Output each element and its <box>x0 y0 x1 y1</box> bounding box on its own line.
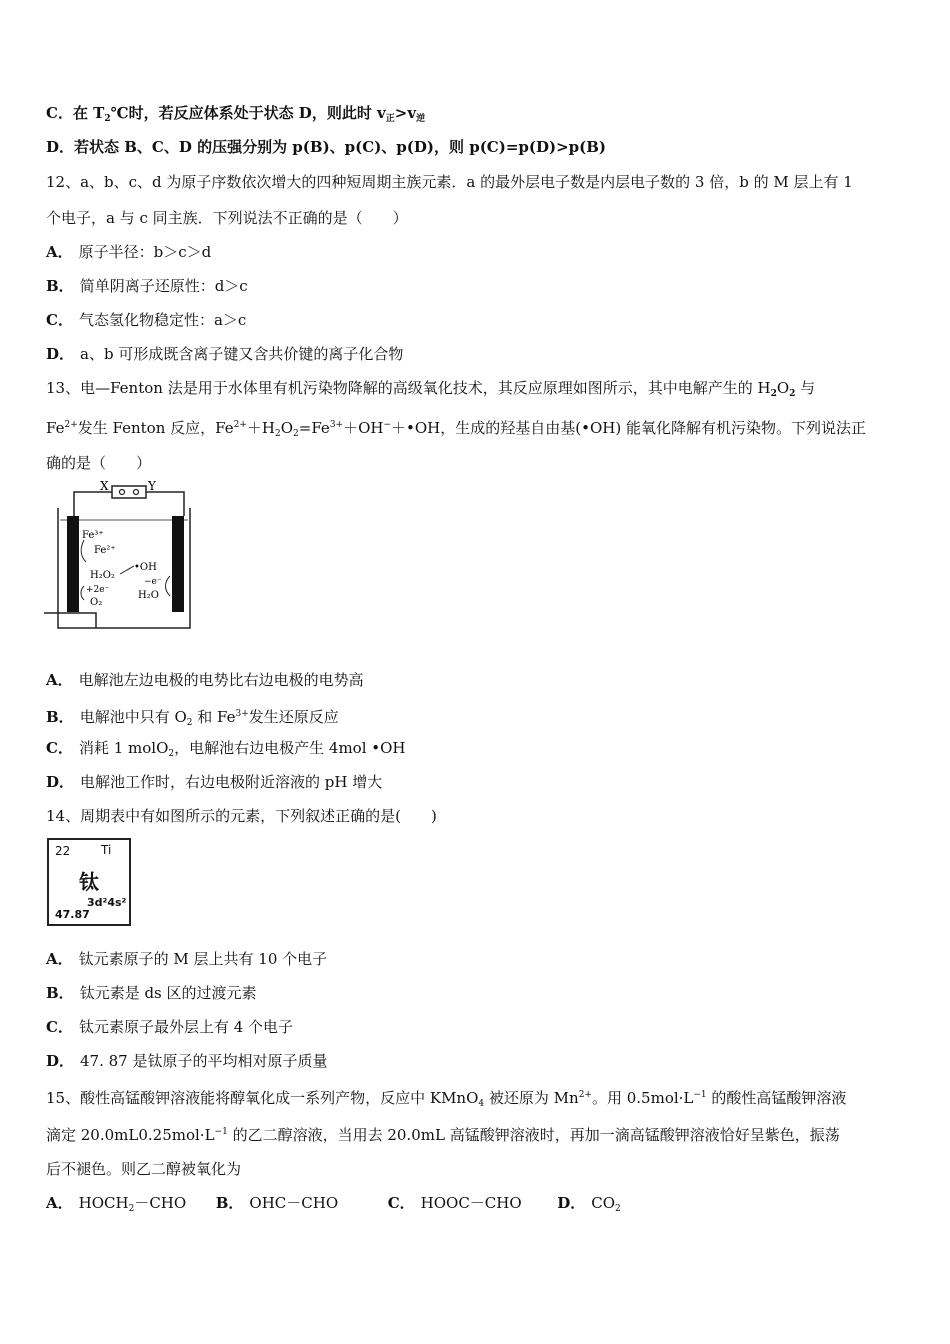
power-supply <box>112 486 146 498</box>
label-fe3: Fe³⁺ <box>82 530 104 541</box>
atomic-mass: 47.87 <box>55 908 90 921</box>
q12-option-a: A． 原子半径：b＞c＞d <box>46 243 212 261</box>
label-h2o: H₂O <box>138 590 159 601</box>
q15-option-c-label: C． <box>387 1194 415 1212</box>
q15-options: A． $HOCH_2-CHO$ B． OHC－CHO C． HOOC－CHO D． $CO_2$ <box>46 1194 621 1214</box>
left-electrode <box>67 516 79 612</box>
q15-stem-line2: 滴定 $20.0mL0.25mol\cdot L^{-1}$ 的乙二醇溶液，当用去 20.0mL 高锰酸钾溶液时，再加一滴高锰酸钾溶液恰好呈紫色，振荡 <box>46 1126 840 1144</box>
q15-stem-line1: 15、酸性高锰酸钾溶液能将醇氧化成一系列产物，反应中 KMnO$_4$ 被还原为 $Mn^{2+}$。用 $0.5mol\cdot L^{-1}$ 的酸性高锰酸钾溶液 <box>46 1089 847 1109</box>
atomic-number: 22 <box>55 844 71 858</box>
q15-option-d-label: D． <box>557 1194 586 1212</box>
right-electrode <box>172 516 184 612</box>
element-name: 钛 <box>79 870 99 894</box>
q13-option-b: B． 电解池中只有 $O_2$ 和 $Fe^{3+}$发生还原反应 <box>46 708 339 728</box>
option-label: D． <box>46 138 75 156</box>
q15-option-a-label: A． <box>46 1194 73 1212</box>
q14-option-a: A． 钛元素原子的 M 层上共有 10 个电子 <box>46 950 328 968</box>
q13-stem-line1: 13、电—Fenton 法是用于水体里有机污染物降解的高级氧化技术，其反应原理如图所示，其中电解产生的 $H_2O_2$ 与 <box>46 379 816 399</box>
label-x: X <box>100 479 109 493</box>
label-o2: O₂ <box>90 597 103 608</box>
q13-option-a: A． 电解池左边电极的电势比右边电极的电势高 <box>46 671 364 689</box>
q14-option-d: D． 47. 87 是钛原子的平均相对原子质量 <box>46 1052 328 1070</box>
q12-option-c: C． 气态氢化物稳定性：a＞c <box>46 311 247 329</box>
q13-option-c: C． 消耗 1 molO$_2$，电解池右边电极产生 4mol •OH <box>46 739 406 759</box>
q12-stem-line1: 12、a、b、c、d 为原子序数依次增大的四种短周期主族元素．a 的最外层电子数是内层电子数的 3 倍，b 的 M 层上有 1 <box>46 173 853 191</box>
label-plus2e: +2e⁻ <box>86 585 110 595</box>
electrolysis-cell-diagram <box>44 478 199 633</box>
q12-option-d: D． a、b 可形成既含离子键又含共价键的离子化合物 <box>46 345 404 363</box>
label-fe2: Fe²⁺ <box>94 545 116 556</box>
q15-option-b-label: B． <box>215 1194 244 1212</box>
q13-stem-line3: 确的是（ ） <box>46 454 152 472</box>
q14-option-c: C． 钛元素原子最外层上有 4 个电子 <box>46 1018 294 1036</box>
q12-option-b: B． 简单阴离子还原性：d＞c <box>46 277 248 295</box>
label-h2o2: H₂O₂ <box>90 570 115 581</box>
q12-stem-line2: 个电子，a 与 c 同主族．下列说法不正确的是（ ） <box>46 209 408 227</box>
label-y: Y <box>148 479 156 493</box>
label-oh: •OH <box>134 562 157 573</box>
element-card-titanium <box>47 838 131 926</box>
option-label: C． <box>46 104 73 122</box>
q11-option-d: D．若状态 B、C、D 的压强分别为 p(B)、p(C)、p(D)，则 p(C)=p(D)>p(B) <box>46 138 607 156</box>
q14-stem: 14、周期表中有如图所示的元素，下列叙述正确的是( ) <box>46 807 437 825</box>
label-minus-e: −e⁻ <box>144 577 162 587</box>
q14-option-b: B． 钛元素是 ds 区的过渡元素 <box>46 984 257 1002</box>
q13-stem-line2: $Fe^{2+}$发生 Fenton 反应，$Fe^{2+}+H_2O_2=Fe^{3+}+OH^-+•OH$，生成的羟基自由基(•OH) 能氧化降解有机污染物。下列说法正 <box>46 419 866 439</box>
q13-option-d: D． 电解池工作时，右边电极附近溶液的 pH 增大 <box>46 773 383 791</box>
q11-option-c: C．在 $T_2℃$时，若反应体系处于状态 D，则此时 $v_正>v_逆$ <box>46 104 426 124</box>
electron-config: 3d²4s² <box>87 896 127 909</box>
element-symbol: Ti <box>101 843 112 857</box>
q15-stem-line3: 后不褪色。则乙二醇被氧化为 <box>46 1160 242 1178</box>
